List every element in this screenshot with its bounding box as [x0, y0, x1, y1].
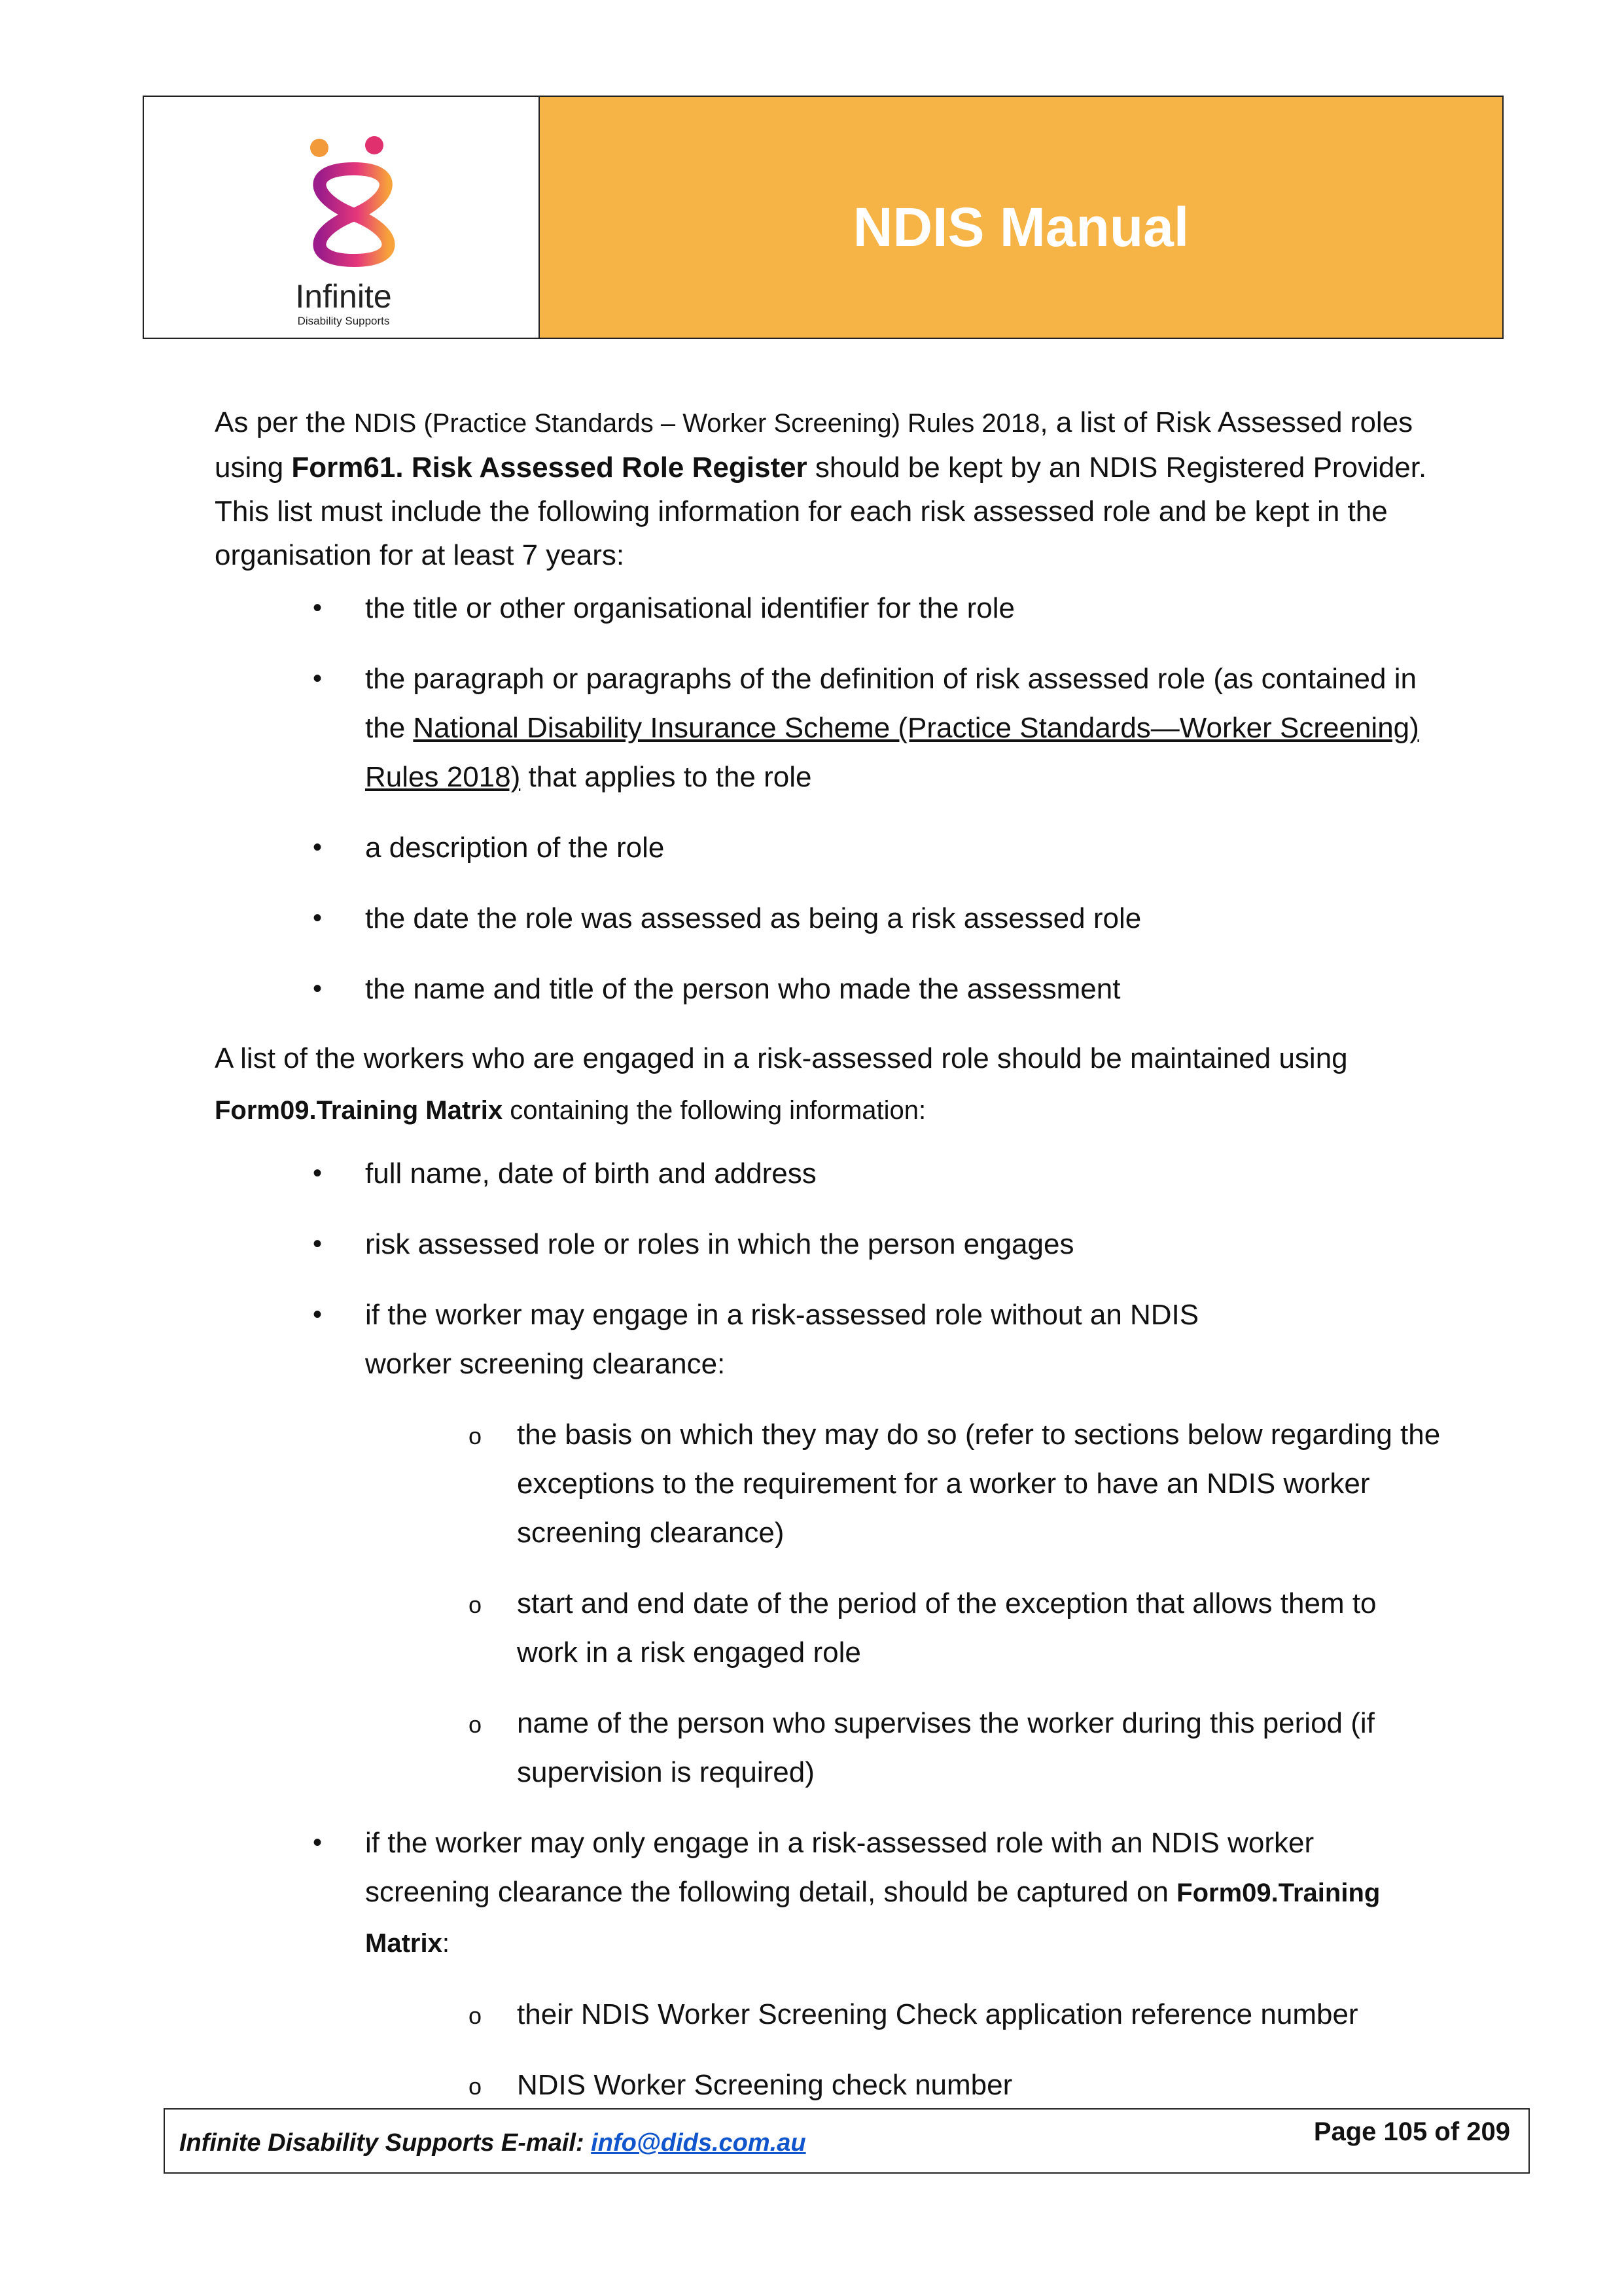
- list-item: • full name, date of birth and address: [215, 1149, 1445, 1198]
- workers-paragraph: A list of the workers who are engaged in a risk-assessed role should be maintained using Form09.Training Matrix containing the following information:: [215, 1042, 1348, 1125]
- infinity-icon: [319, 169, 388, 260]
- form09-reference: Form09.Training Matrix: [215, 1096, 503, 1125]
- email-link[interactable]: info@dids.com.au: [591, 2129, 806, 2157]
- rules-link[interactable]: National Disability Insurance Scheme (Practice Standards—Worker Screening) Rules 2018): [365, 712, 1419, 793]
- form61-reference: Form61. Risk Assessed Role Register: [291, 451, 807, 484]
- list-item: • the paragraph or paragraphs of the definition of risk assessed role (as contained in the National Disability Insurance Scheme (Practice Standards—Worker Screening) Rules 2018) that applies to the role: [215, 654, 1445, 802]
- role-info-list: [215, 584, 1445, 1014]
- clearance-sublist: [215, 1990, 1445, 2110]
- clearance-list: [215, 1818, 1445, 1968]
- list-item: o name of the person who supervises the worker during this period (if supervision is required): [215, 1699, 1445, 1797]
- page-footer: [164, 2108, 1530, 2174]
- page-header: [143, 96, 1504, 339]
- list-item: • if the worker may only engage in a risk-assessed role with an NDIS worker screening clearance the following detail, should be captured on Form09.Training Matrix:: [215, 1818, 1445, 1968]
- list-item: • the name and title of the person who made the assessment: [215, 964, 1445, 1014]
- infinite-logo: [281, 116, 406, 332]
- form09-reference: Form09.Training Matrix: [365, 1879, 1381, 1958]
- logo-name: Infinite: [295, 278, 392, 315]
- list-item: o NDIS Worker Screening check number: [215, 2060, 1445, 2110]
- list-item: • the title or other organisational identifier for the role: [215, 584, 1445, 633]
- list-item: • risk assessed role or roles in which the person engages: [215, 1220, 1445, 1269]
- list-item: • the date the role was assessed as being a risk assessed role: [215, 894, 1445, 943]
- logo-cell: [144, 97, 540, 338]
- list-item: o start and end date of the period of the exception that allows them to work in a risk engaged role: [215, 1579, 1445, 1677]
- logo-head-left-icon: [310, 139, 328, 157]
- logo-head-right-icon: [365, 136, 383, 154]
- footer-contact: Infinite Disability Supports E-mail: info@dids.com.au: [179, 2129, 806, 2157]
- list-item: o the basis on which they may do so (refer to sections below regarding the exceptions to the requirement for a worker to have an NDIS worker screening clearance): [215, 1410, 1445, 1557]
- list-item: • if the worker may engage in a risk-assessed role without an NDIS worker screening clearance:: [215, 1290, 1445, 1388]
- document-body: [215, 400, 1445, 2110]
- title-cell: [540, 97, 1502, 338]
- worker-info-list: [215, 1149, 1445, 1388]
- page-title: NDIS Manual: [853, 196, 1190, 258]
- rules-reference: NDIS (Practice Standards – Worker Screening) Rules 2018: [353, 409, 1040, 438]
- page-number: Page 105 of 209: [1313, 2117, 1510, 2146]
- list-item: • a description of the role: [215, 823, 1445, 872]
- list-item: o their NDIS Worker Screening Check application reference number: [215, 1990, 1445, 2039]
- exception-sublist: [215, 1410, 1445, 1797]
- intro-paragraph: As per the NDIS (Practice Standards – Worker Screening) Rules 2018, a list of Risk Assessed roles using Form61. Risk Assessed Role Register should be kept by an NDIS Registered Provider. This list must include the following information for each risk assessed role and be kept in the organisation for at least 7 years:: [215, 406, 1427, 571]
- logo-tagline: Disability Supports: [297, 315, 390, 327]
